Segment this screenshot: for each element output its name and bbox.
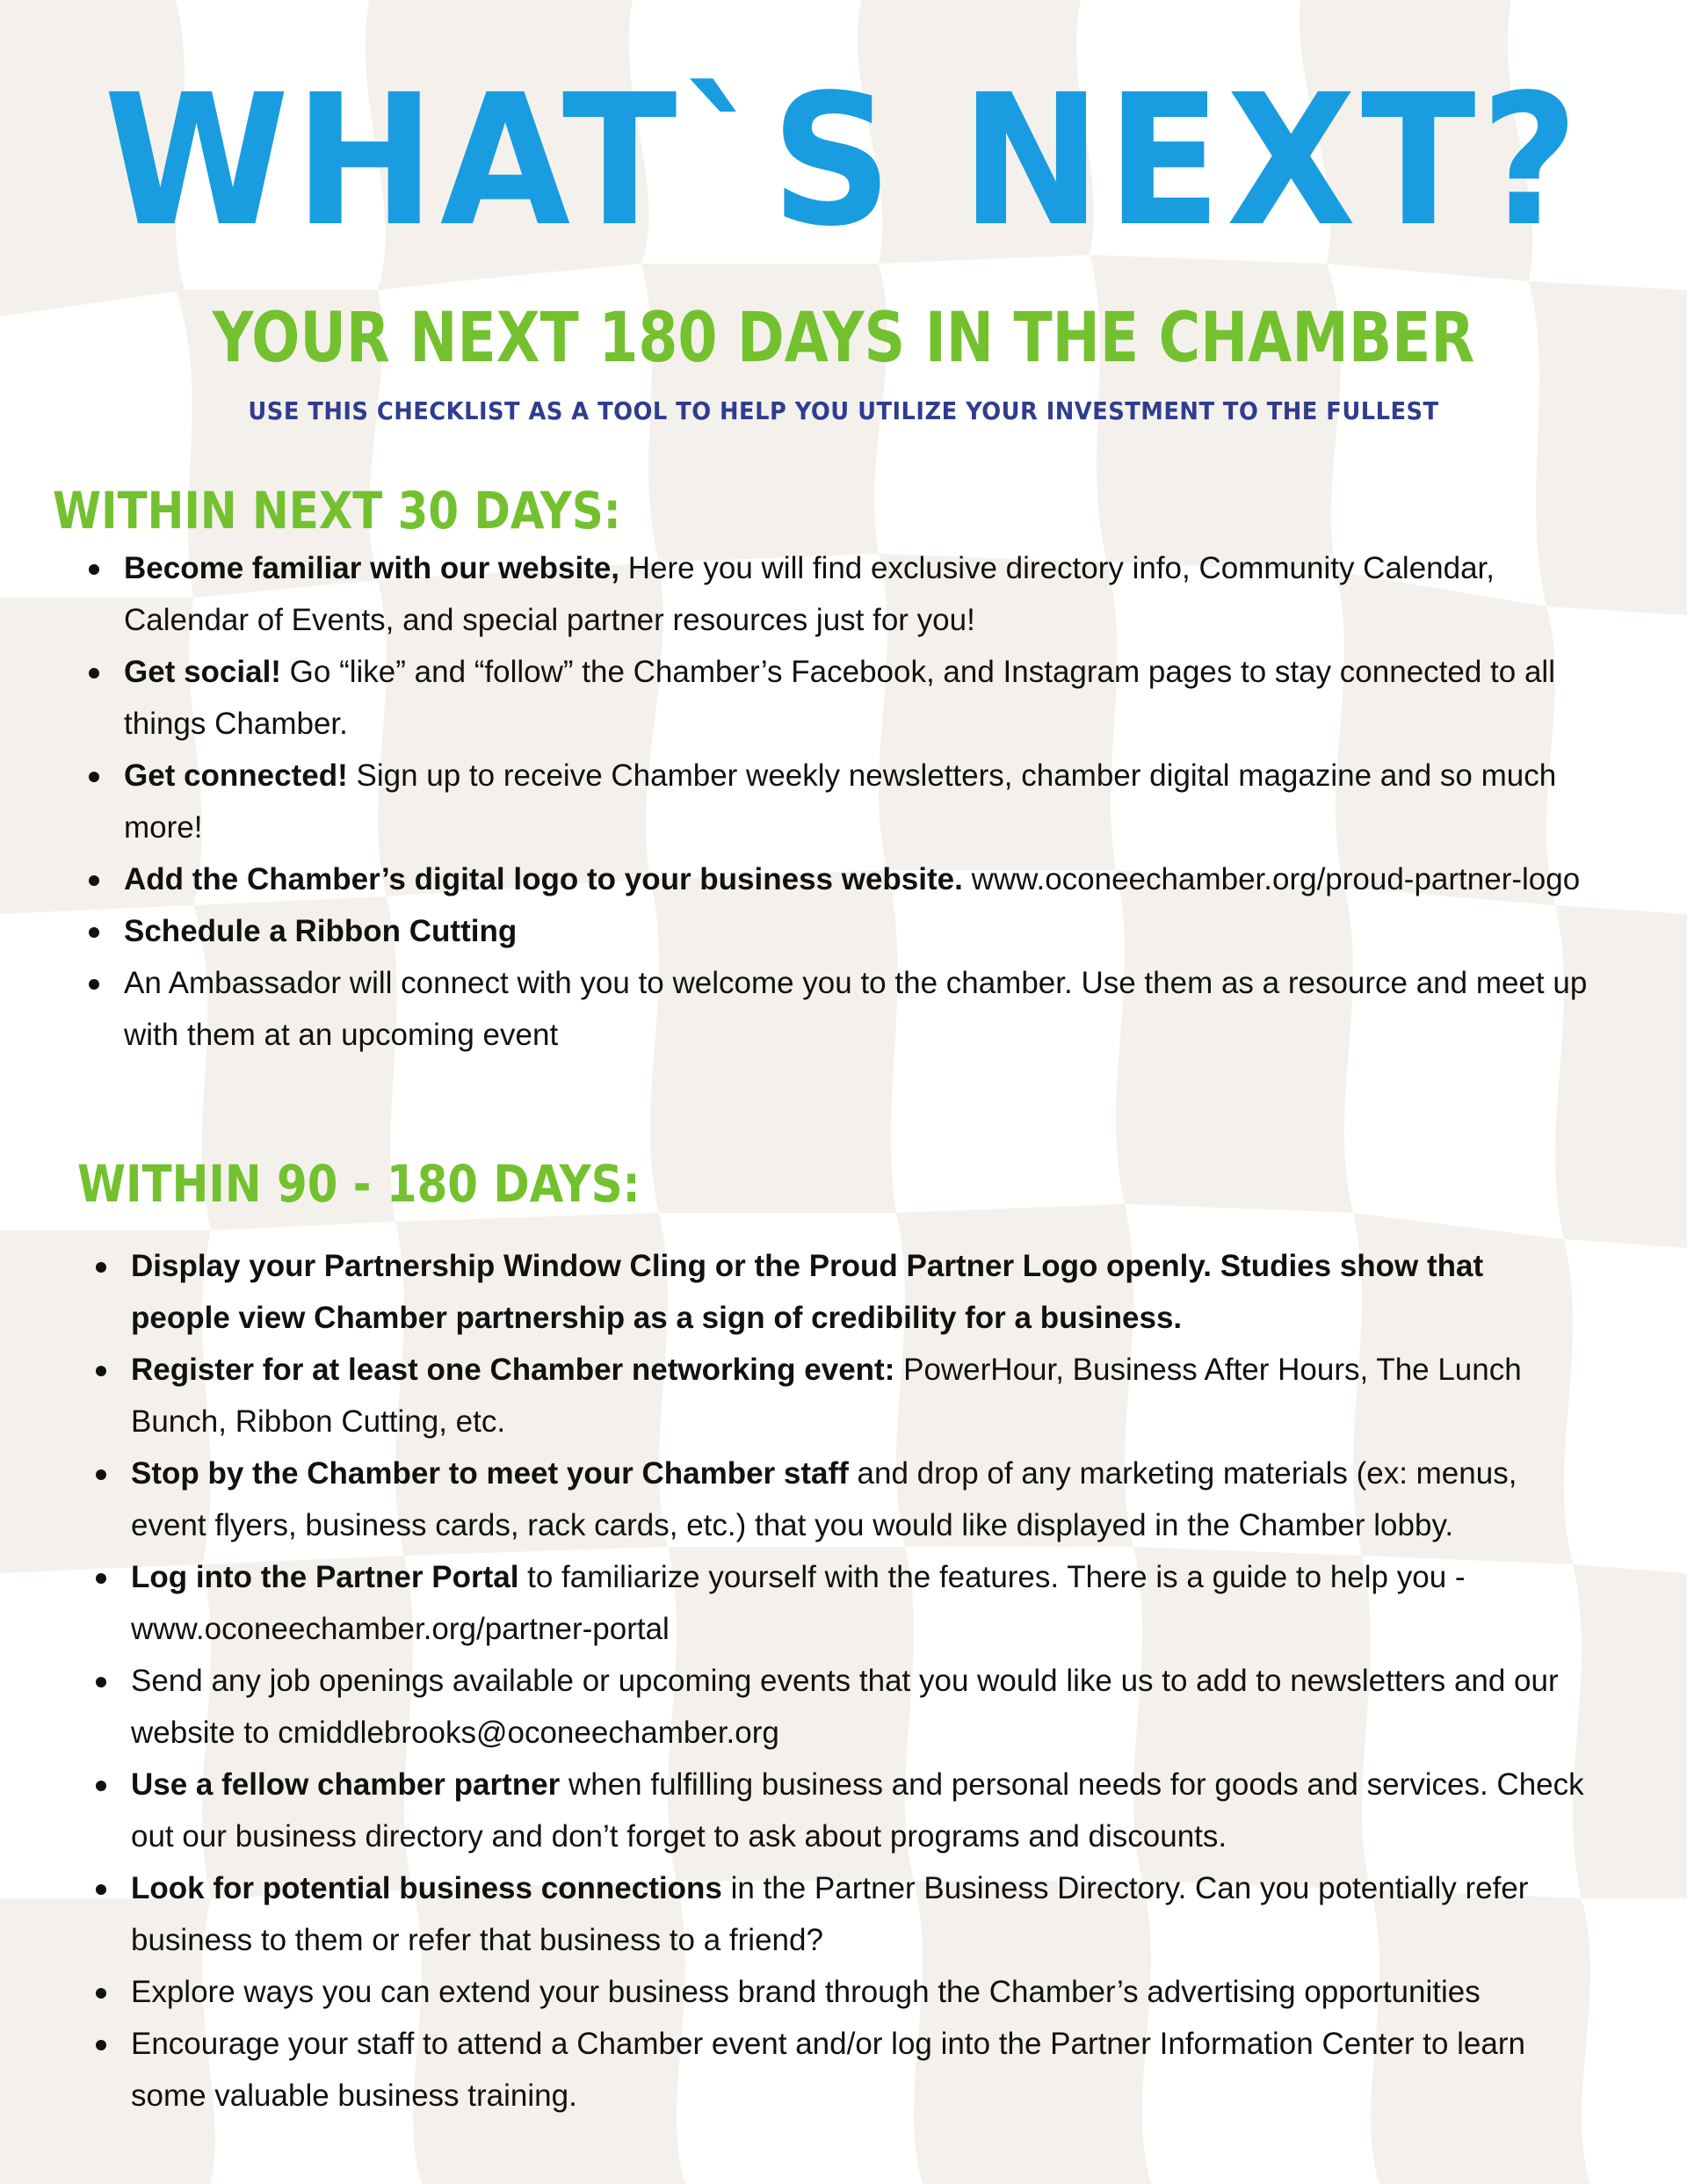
list-item-text: Explore ways you can extend your business brand through the Chamber’s advertising opportunities [131,1975,1481,2009]
list-item [131,1448,1589,1551]
list-item [124,750,1618,853]
list-item-text: Here you will find exclusive directory info, Community Calendar, Calendar of Events, and special partner resources just for you! [124,551,1495,637]
list-item-bold: Stop by the Chamber to meet your Chamber staff [131,1456,849,1491]
list-item [124,646,1618,750]
list-item-text: to familiarize yourself with the features. There is a guide to help you - www.oconeechamber.org/partner-portal [131,1560,1466,1646]
list-item-bold: Display your Partnership Window Cling or the Proud Partner Logo openly. Studies show that people view Chamber partnership as a sign of credibility for a business. [131,1249,1484,1335]
list-item-text: Go “like” and “follow” the Chamber’s Facebook, and Instagram pages to stay connected to all things Chamber. [124,655,1555,741]
list-item-text: PowerHour, Business After Hours, The Lunch Bunch, Ribbon Cutting, etc. [131,1353,1522,1439]
list-item-bold: Schedule a Ribbon Cutting [124,914,518,948]
list-item-text: and drop of any marketing materials (ex: menus, event flyers, business cards, rack cards, etc.) that you would like displayed in the Chamber lobby. [131,1456,1517,1542]
list-item-text: www.oconeechamber.org/proud-partner-logo [962,862,1581,896]
list-item-bold: Get social! [124,655,281,689]
list-item [131,1655,1589,1759]
section-heading-90-180-days: WITHIN 90 - 180 DAYS: [77,1154,641,1214]
list-item-bold: Use a fellow chamber partner [131,1767,561,1802]
checklist-90-180-days [131,1240,1589,2122]
list-item-text: in the Partner Business Directory. Can you potentially refer business to them or refer that business to a friend? [131,1871,1529,1957]
list-item [131,2018,1589,2122]
list-item [131,1240,1589,1344]
page-title: WHAT`S NEXT? [104,55,1583,266]
list-item-bold: Get connected! [124,758,348,793]
page-subtitle: YOUR NEXT 180 DAYS IN THE CHAMBER [212,299,1475,378]
page-tagline: USE THIS CHECKLIST AS A TOOL TO HELP YOU UTILIZE YOUR INVESTMENT TO THE FULLEST [248,396,1439,425]
list-item [131,1344,1589,1448]
checklist-30-days [124,542,1618,1061]
list-item [124,542,1618,646]
list-item-text: when fulfilling business and personal needs for goods and services. Check out our business directory and don’t forget to ask about programs and discounts. [131,1767,1584,1854]
list-item-bold: Register for at least one Chamber networking event: [131,1353,895,1387]
section-heading-30-days: WITHIN NEXT 30 DAYS: [53,481,621,541]
list-item [131,1862,1589,1966]
list-item-text: Encourage your staff to attend a Chamber event and/or log into the Partner Information Center to learn some valuable business training. [131,2027,1525,2113]
list-item-text: Sign up to receive Chamber weekly newsletters, chamber digital magazine and so much more! [124,758,1557,845]
list-item-text: Send any job openings available or upcoming events that you would like us to add to newsletters and our website to cmiddlebrooks@oconeechamber.org [131,1664,1559,1750]
list-item-bold: Become familiar with our website, [124,551,620,585]
list-item-bold: Look for potential business connections [131,1871,722,1905]
list-item-text: An Ambassador will connect with you to welcome you to the chamber. Use them as a resource and meet up with them at an upcoming event [124,966,1588,1052]
list-item [124,957,1618,1061]
list-item [131,1966,1589,2018]
list-item-bold: Add the Chamber’s digital logo to your business website. [124,862,963,896]
list-item [131,1759,1589,1862]
list-item [131,1551,1589,1655]
list-item-bold: Log into the Partner Portal [131,1560,519,1594]
list-item [124,905,1618,957]
list-item [124,853,1618,905]
